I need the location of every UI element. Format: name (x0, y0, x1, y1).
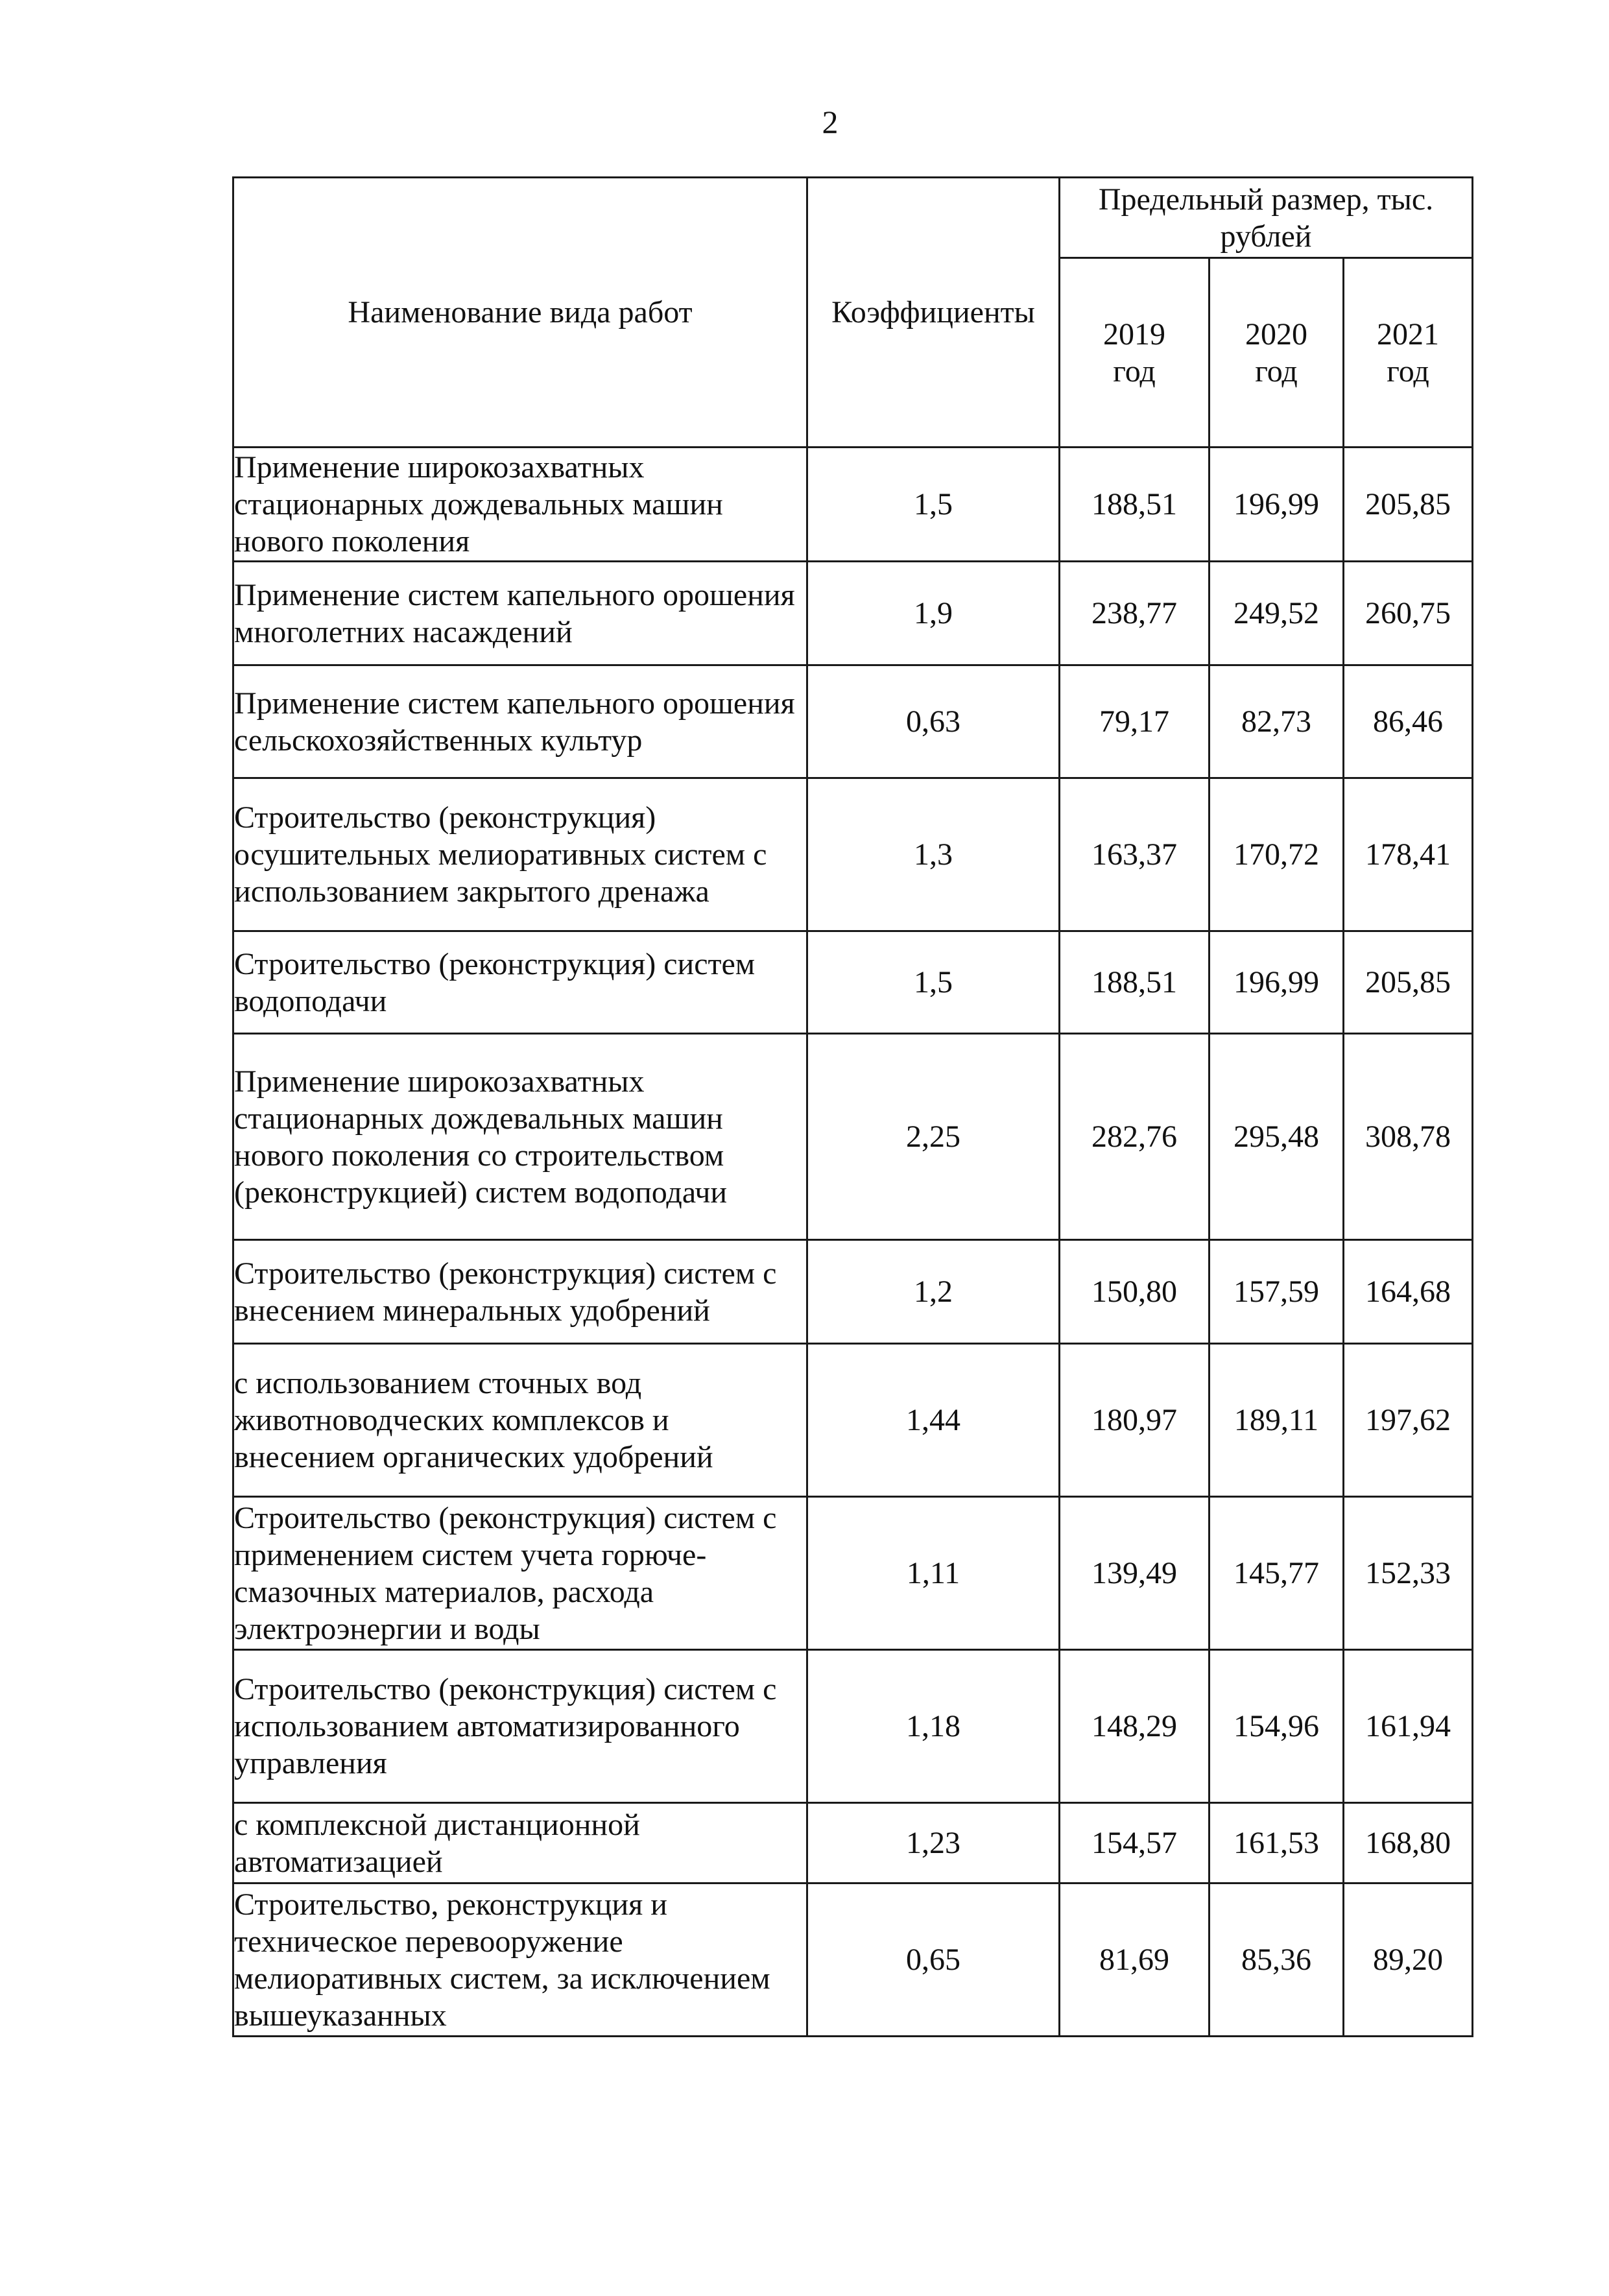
header-work-type: Наименование вида работ (233, 178, 807, 448)
row-work-name: с комплексной дистанционной автоматизацией (233, 1803, 807, 1883)
row-coefficient: 1,18 (807, 1650, 1060, 1803)
row-value-2020: 249,52 (1210, 562, 1344, 665)
header-year-2019-label: 2019 год (1103, 317, 1165, 389)
table-row (233, 778, 1473, 931)
header-coefficient: Коэффициенты (807, 178, 1060, 448)
row-coefficient: 0,65 (807, 1883, 1060, 2037)
row-work-name: Применение систем капельного орошения многолетних насаждений (233, 562, 807, 665)
row-value-2019: 188,51 (1060, 931, 1210, 1034)
row-value-2021: 308,78 (1344, 1034, 1473, 1240)
row-value-2021: 178,41 (1344, 778, 1473, 931)
row-coefficient: 0,63 (807, 665, 1060, 778)
row-work-name: Строительство (реконструкция) систем с применением систем учета горюче-смазочных материалов, расхода электроэнергии и воды (233, 1497, 807, 1650)
limits-table (232, 176, 1473, 2037)
row-coefficient: 1,44 (807, 1344, 1060, 1497)
page-number: 2 (822, 104, 839, 140)
row-coefficient: 2,25 (807, 1034, 1060, 1240)
row-value-2021: 205,85 (1344, 931, 1473, 1034)
row-value-2020: 145,77 (1210, 1497, 1344, 1650)
row-value-2020: 196,99 (1210, 931, 1344, 1034)
table-row (233, 1344, 1473, 1497)
row-value-2020: 189,11 (1210, 1344, 1344, 1497)
row-value-2021: 89,20 (1344, 1883, 1473, 2037)
row-work-name: с использованием сточных вод животноводческих комплексов и внесением органических удобрений (233, 1344, 807, 1497)
row-value-2020: 295,48 (1210, 1034, 1344, 1240)
row-value-2019: 163,37 (1060, 778, 1210, 931)
header-year-2019 (1060, 258, 1210, 448)
row-coefficient: 1,23 (807, 1803, 1060, 1883)
row-value-2019: 282,76 (1060, 1034, 1210, 1240)
table-row (233, 448, 1473, 562)
row-work-name: Применение широкозахватных стационарных дождевальных машин нового поколения (233, 448, 807, 562)
header-year-2020-label: 2020 год (1245, 317, 1307, 389)
row-value-2021: 205,85 (1344, 448, 1473, 562)
row-work-name: Строительство (реконструкция) осушительных мелиоративных систем с использованием закрытого дренажа (233, 778, 807, 931)
row-work-name: Строительство (реконструкция) систем с внесением минеральных удобрений (233, 1240, 807, 1344)
row-coefficient: 1,3 (807, 778, 1060, 931)
row-value-2019: 238,77 (1060, 562, 1210, 665)
header-year-2021 (1344, 258, 1473, 448)
row-work-name: Применение систем капельного орошения сельскохозяйственных культур (233, 665, 807, 778)
row-value-2019: 188,51 (1060, 448, 1210, 562)
row-value-2021: 152,33 (1344, 1497, 1473, 1650)
row-value-2019: 150,80 (1060, 1240, 1210, 1344)
row-work-name: Строительство, реконструкция и техническое перевооружение мелиоративных систем, за исключением вышеуказанных (233, 1883, 807, 2037)
row-value-2021: 168,80 (1344, 1803, 1473, 1883)
row-coefficient: 1,5 (807, 931, 1060, 1034)
row-value-2019: 81,69 (1060, 1883, 1210, 2037)
row-value-2020: 85,36 (1210, 1883, 1344, 2037)
header-year-2021-label: 2021 год (1377, 317, 1439, 389)
header-year-2020 (1210, 258, 1344, 448)
row-coefficient: 1,5 (807, 448, 1060, 562)
row-value-2020: 196,99 (1210, 448, 1344, 562)
table-row (233, 1650, 1473, 1803)
table-row (233, 1034, 1473, 1240)
row-coefficient: 1,2 (807, 1240, 1060, 1344)
row-work-name: Строительство (реконструкция) систем с использованием автоматизированного управления (233, 1650, 807, 1803)
row-value-2021: 164,68 (1344, 1240, 1473, 1344)
row-coefficient: 1,9 (807, 562, 1060, 665)
row-value-2020: 161,53 (1210, 1803, 1344, 1883)
row-value-2019: 79,17 (1060, 665, 1210, 778)
row-value-2019: 148,29 (1060, 1650, 1210, 1803)
table-row (233, 665, 1473, 778)
row-coefficient: 1,11 (807, 1497, 1060, 1650)
row-value-2021: 86,46 (1344, 665, 1473, 778)
row-value-2020: 154,96 (1210, 1650, 1344, 1803)
table-row (233, 931, 1473, 1034)
table-row (233, 1497, 1473, 1650)
row-value-2021: 260,75 (1344, 562, 1473, 665)
row-value-2020: 82,73 (1210, 665, 1344, 778)
row-value-2019: 180,97 (1060, 1344, 1210, 1497)
row-value-2020: 170,72 (1210, 778, 1344, 931)
table-row (233, 1240, 1473, 1344)
row-work-name: Применение широкозахватных стационарных дождевальных машин нового поколения со строительством (реконструкцией) систем водоподачи (233, 1034, 807, 1240)
table-row (233, 1883, 1473, 2037)
row-value-2020: 157,59 (1210, 1240, 1344, 1344)
row-work-name: Строительство (реконструкция) систем водоподачи (233, 931, 807, 1034)
header-limit-group (1060, 178, 1473, 258)
table-row (233, 1803, 1473, 1883)
row-value-2021: 197,62 (1344, 1344, 1473, 1497)
row-value-2019: 139,49 (1060, 1497, 1210, 1650)
row-value-2019: 154,57 (1060, 1803, 1210, 1883)
row-value-2021: 161,94 (1344, 1650, 1473, 1803)
header-limit-group-label: Предельный размер, тыс. рублей (1098, 182, 1434, 254)
table-row (233, 562, 1473, 665)
